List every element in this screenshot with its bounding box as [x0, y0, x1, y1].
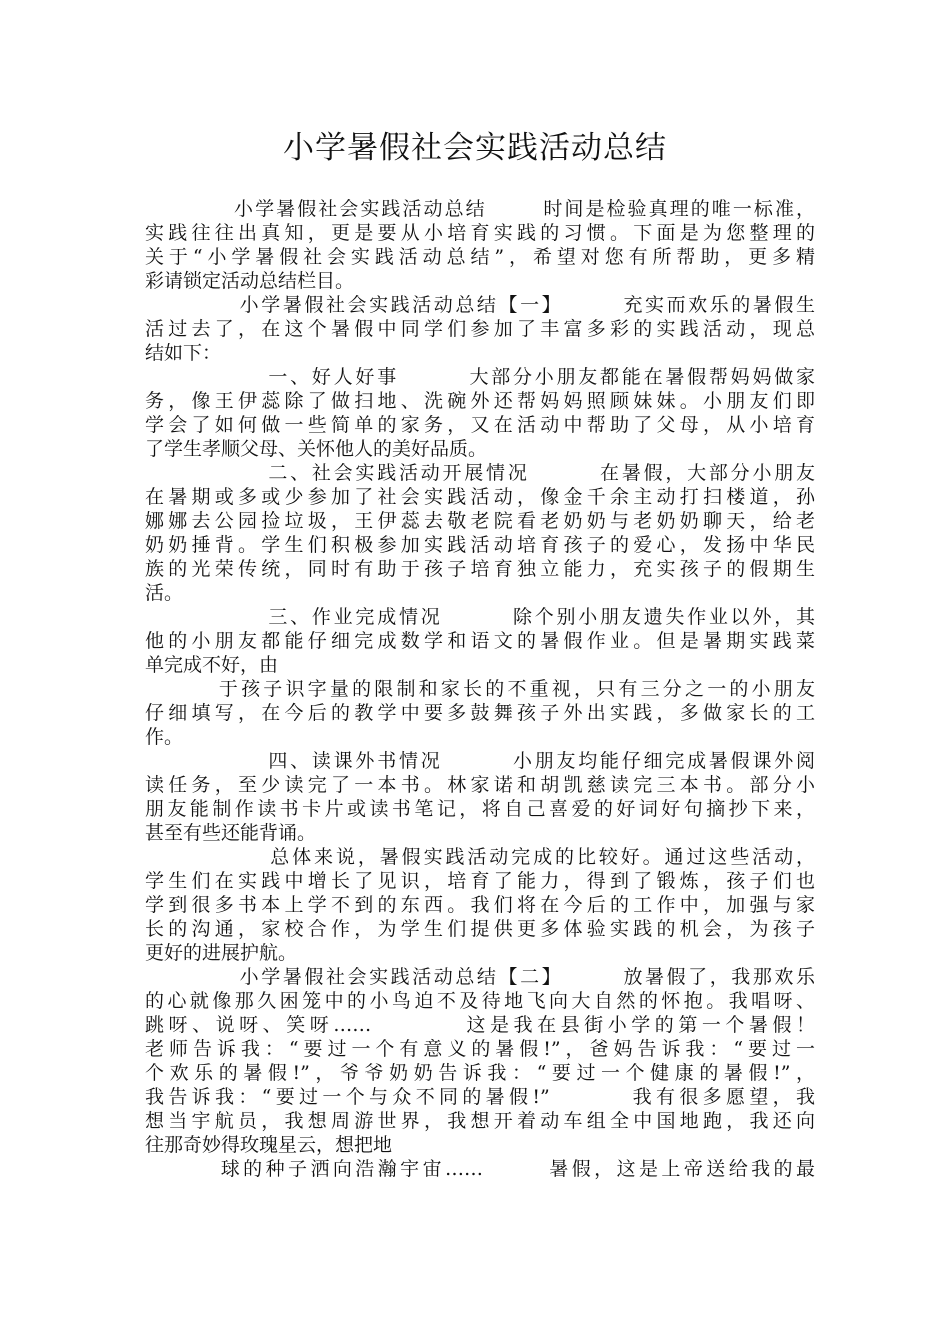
text-line: 娜娜去公园捡垃圾，王伊蕊去敬老院看老奶奶与老奶奶聊天，给老: [145, 510, 815, 532]
text-line: 四、读课外书情况 小朋友均能仔细完成暑假课外阅: [145, 750, 815, 772]
text-line: 球的种子洒向浩瀚宇宙…… 暑假，这是上帝送给我的最: [145, 1158, 815, 1180]
text-line: 作。: [145, 726, 184, 748]
text-line: 一、好人好事 大部分小朋友都能在暑假帮妈妈做家: [145, 366, 815, 388]
text-line: 在暑期或多或少参加了社会实践活动，像金千余主动打扫楼道，孙: [145, 486, 815, 508]
text-line: 读任务，至少读完了一本书。林家诺和胡凯慈读完三本书。部分小: [145, 774, 815, 796]
text-line: 小学暑假社会实践活动总结【二】 放暑假了，我那欢乐: [145, 966, 815, 988]
text-line: 二、社会实践活动开展情况 在暑假，大部分小朋友: [145, 462, 815, 484]
text-line: 老师告诉我：“要过一个有意义的暑假!”，爸妈告诉我：“要过一: [145, 1038, 815, 1060]
text-line: 朋友能制作读书卡片或读书笔记，将自己喜爱的好词好句摘抄下来，: [145, 798, 815, 820]
text-line: 实践往往出真知，更是要从小培育实践的习惯。下面是为您整理的: [145, 222, 815, 244]
text-line: 结如下：: [145, 342, 222, 364]
text-line: 仔细填写，在今后的教学中要多鼓舞孩子外出实践，多做家长的工: [145, 702, 815, 724]
text-line: 总体来说，暑假实践活动完成的比较好。通过这些活动，: [145, 846, 815, 868]
text-line: 更好的进展护航。: [145, 942, 298, 964]
text-line: 学到很多书本上学不到的东西。我们将在今后的工作中，加强与家: [145, 894, 815, 916]
text-line: 我告诉我：“要过一个与众不同的暑假!” 我有很多愿望，我: [145, 1086, 815, 1108]
text-line: 他的小朋友都能仔细完成数学和语文的暑假作业。但是暑期实践菜: [145, 630, 815, 652]
text-line: 务，像王伊蕊除了做扫地、洗碗外还帮妈妈照顾妹妹。小朋友们即: [145, 390, 815, 412]
text-line: 关于“小学暑假社会实践活动总结”，希望对您有所帮助，更多精: [145, 246, 815, 268]
text-line: 跳呀、说呀、笑呀…… 这是我在县街小学的第一个暑假！: [145, 1014, 815, 1036]
text-line: 小学暑假社会实践活动总结【一】 充实而欢乐的暑假生: [145, 294, 815, 316]
text-line: 小学暑假社会实践活动总结 时间是检验真理的唯一标准，: [145, 198, 815, 220]
text-line: 学生们在实践中增长了见识，培育了能力，得到了锻炼，孩子们也: [145, 870, 815, 892]
text-line: 活过去了，在这个暑假中同学们参加了丰富多彩的实践活动，现总: [145, 318, 815, 340]
text-line: 的心就像那久困笼中的小鸟迫不及待地飞向大自然的怀抱。我唱呀、: [145, 990, 815, 1012]
text-line: 三、作业完成情况 除个别小朋友遗失作业以外，其: [145, 606, 815, 628]
text-line: 学会了如何做一些简单的家务，又在活动中帮助了父母，从小培育: [145, 414, 815, 436]
text-line: 单完成不好，由: [145, 654, 279, 676]
text-line: 甚至有些还能背诵。: [145, 822, 317, 844]
text-line: 彩请锁定活动总结栏目。: [145, 270, 355, 292]
text-line: 于孩子识字量的限制和家长的不重视，只有三分之一的小朋友: [145, 678, 815, 700]
text-line: 奶奶捶背。学生们积极参加实践活动培育孩子的爱心，发扬中华民: [145, 534, 815, 556]
text-line: 往那奇妙得玫瑰星云，想把地: [145, 1134, 393, 1156]
document-title: 小学暑假社会实践活动总结: [283, 130, 667, 166]
text-line: 想当宇航员，我想周游世界，我想开着动车组全中国地跑，我还向: [145, 1110, 815, 1132]
text-line: 个欢乐的暑假!”，爷爷奶奶告诉我：“要过一个健康的暑假!”，: [145, 1062, 815, 1084]
text-line: 活。: [145, 582, 184, 604]
text-line: 长的沟通，家校合作，为学生们提供更多体验实践的机会，为孩子: [145, 918, 815, 940]
document-body: [145, 197, 815, 1181]
text-line: 了学生孝顺父母、关怀他人的美好品质。: [145, 438, 488, 460]
text-line: 族的光荣传统，同时有助于孩子培育独立能力，充实孩子的假期生: [145, 558, 815, 580]
